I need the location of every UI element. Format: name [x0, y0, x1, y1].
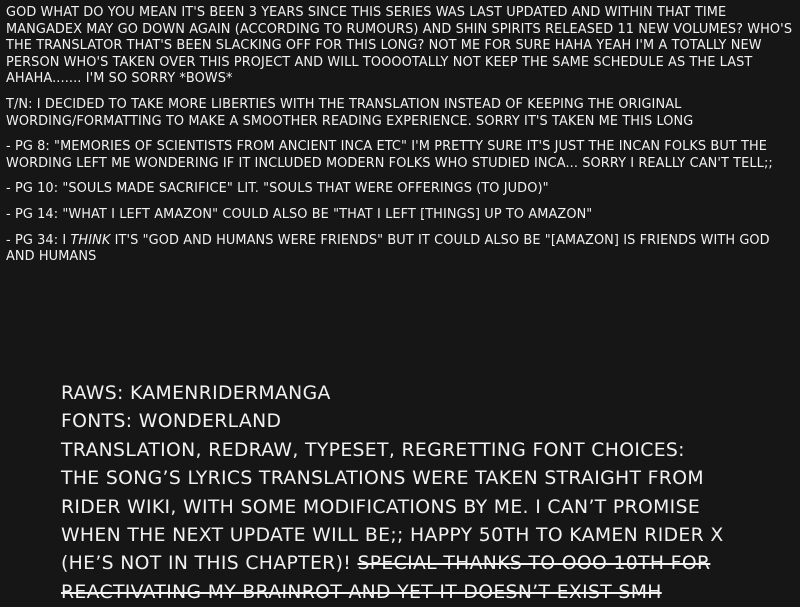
note-page-10: - PG 10: "SOULS MADE SACRIFICE" LIT. "SOULS THAT WERE OFFERINGS (TO JUDO)" [6, 181, 549, 197]
credits-line-4: THE SONG’S LYRICS TRANSLATIONS WERE TAKEN STRAIGHT FROM [61, 468, 704, 490]
note-page-14: - PG 14: "WHAT I LEFT AMAZON" COULD ALSO BE "THAT I LEFT [THINGS] UP TO AMAZON" [6, 206, 593, 222]
credits-line-7-plain: (HE’S NOT IN THIS CHAPTER)! [61, 553, 358, 575]
credits-fonts: FONTS: WONDERLAND [61, 411, 282, 433]
note-page-34-rest: IT'S "GOD AND HUMANS WERE FRIENDS" BUT IT COULD ALSO BE "[AMAZON] IS FRIENDS WITH GOD AND HUMANS [6, 232, 770, 265]
credits-raws: RAWS: KAMENRIDERMANGA [61, 383, 331, 404]
credits-line-3: TRANSLATION, REDRAW, TYPESET, REGRETTING FONT CHOICES: [61, 439, 685, 461]
intro-paragraph: GOD WHAT DO YOU MEAN IT'S BEEN 3 YEARS SINCE THIS SERIES WAS LAST UPDATED AND WITHIN THAT TIME MANGADEX MAY GO DOWN AGAIN (ACCORDING TO RUMOURS) AND SHIN SPIRITS RELEASED 11 NEW VOLUMES? WHO'S THE TRANSLATOR THAT'S BEEN SLACKING OFF FOR THIS LONG? NOT ME FOR SURE HAHA YEAH I'M A TOTALLY NEW PERSON WHO'S TAKEN OVER THIS PROJECT AND WILL TOOOOTALLY NOT KEEP THE SAME SCHEDULE AS THE LAST AHAHA....... I'M SO SORRY *BOWS* [6, 5, 793, 87]
note-page-34 [6, 233, 798, 266]
credits-line-8-strikethrough: REACTIVATING MY BRAINROT AND YET IT DOESN’T EXIST SMH [61, 581, 662, 603]
note-page-34-emphasis: THINK [70, 232, 111, 248]
credits-line-7 [61, 550, 797, 578]
credits-line-5: RIDER WIKI, WITH SOME MODIFICATIONS BY ME. I CAN’T PROMISE [61, 496, 701, 518]
note-page-34-prefix: - PG 34: I [6, 232, 71, 248]
credits-line-6: WHEN THE NEXT UPDATE WILL BE;; HAPPY 50TH TO KAMEN RIDER X [61, 525, 724, 547]
credits-block [61, 380, 797, 607]
translator-notes [6, 5, 798, 275]
note-page-8: - PG 8: "MEMORIES OF SCIENTISTS FROM ANCIENT INCA ETC" I'M PRETTY SURE IT'S JUST THE INCAN FOLKS BUT THE WORDING LEFT ME WONDERING IF IT INCLUDED MODERN FOLKS WHO STUDIED INCA... SORRY I REALLY CAN'T TELL;; [6, 139, 773, 171]
tn-paragraph: T/N: I DECIDED TO TAKE MORE LIBERTIES WITH THE TRANSLATION INSTEAD OF KEEPING THE ORIGINAL WORDING/FORMATTING TO MAKE A SMOOTHER READING EXPERIENCE. SORRY IT'S TAKEN ME THIS LONG [6, 96, 694, 129]
credits-line-7-strikethrough: SPECIAL THANKS TO OOO 10TH FOR [357, 553, 711, 575]
